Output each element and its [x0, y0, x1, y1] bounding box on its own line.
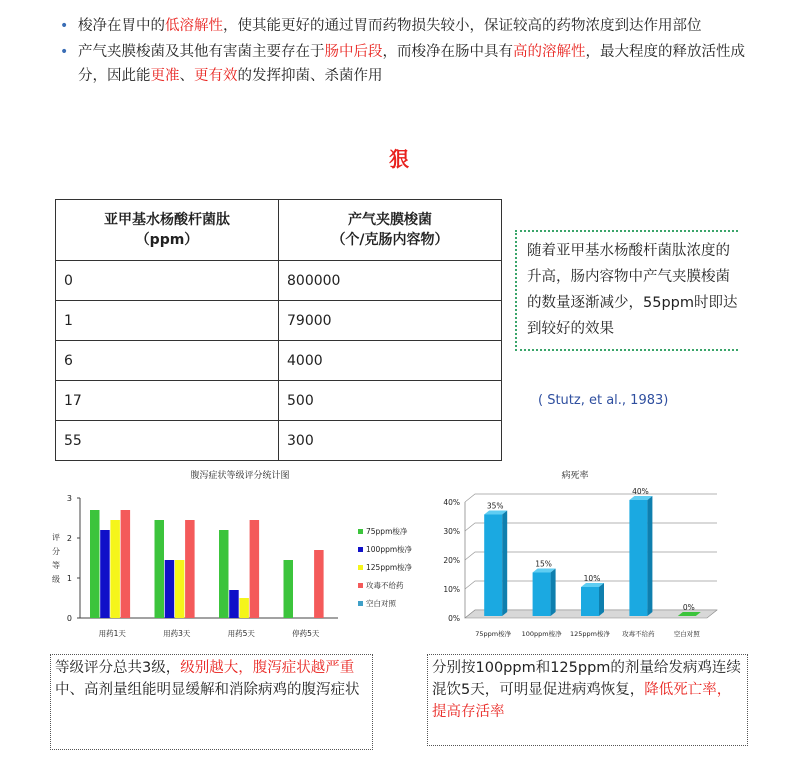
bar — [533, 573, 551, 617]
x-tick-label: 攻毒不给药 — [622, 630, 655, 638]
y-axis-label: 评 — [52, 533, 60, 542]
highlight-text: 更有效 — [194, 68, 238, 84]
table-row — [56, 381, 502, 421]
table-cell: 800000 — [279, 261, 502, 301]
citation: ( Stutz, et al., 1983) — [538, 393, 669, 408]
x-tick-label: 75ppm梭净 — [475, 630, 512, 638]
table-cell: 300 — [279, 421, 502, 461]
bar — [314, 550, 324, 618]
y-axis-label: 等 — [52, 561, 60, 570]
bar — [229, 590, 239, 618]
body-text: ，使其能更好的通过胃而药物损失较小，保证较高的药物浓度到达作用部位 — [223, 18, 702, 34]
legend-label: 125ppm梭净 — [366, 563, 413, 572]
highlight-text: 高的溶解性 — [513, 44, 586, 60]
data-label: 0% — [682, 603, 695, 612]
data-label: 15% — [535, 559, 552, 569]
y-tick-label: 2 — [66, 534, 72, 543]
legend-label: 攻毒不给药 — [366, 581, 404, 590]
bar — [175, 560, 185, 618]
bullet-item — [60, 40, 750, 88]
table-cell: 55 — [56, 421, 279, 461]
bar — [90, 510, 100, 618]
chart-title: 病死率 — [561, 471, 589, 481]
legend-label: 75ppm梭净 — [366, 527, 408, 536]
bar-side — [502, 511, 507, 617]
right-summary-box — [427, 654, 748, 746]
legend-swatch — [358, 547, 363, 552]
y-tick-label: 1 — [66, 574, 72, 583]
legend-label: 100ppm梭净 — [366, 545, 413, 554]
body-text: 等级评分总共3级， — [55, 660, 181, 676]
legend-swatch — [358, 529, 363, 534]
left-summary-box — [50, 654, 373, 750]
bar — [629, 500, 647, 616]
y-tick-label: 0 — [66, 614, 72, 623]
x-tick-label: 125ppm梭净 — [570, 630, 610, 638]
bar-side — [599, 583, 604, 616]
bullet-marker: • — [60, 18, 69, 34]
note-text: 随着亚甲基水杨酸杆菌肽浓度的升高，肠内容物中产气夹膜梭菌的数量逐渐减少，55ppm时即达到较好的效果 — [527, 243, 738, 337]
table-row — [56, 301, 502, 341]
x-tick-label: 用药1天 — [98, 629, 126, 638]
chart-title: 腹泻症状等级评分统计图 — [190, 471, 290, 481]
body-text: 、 — [179, 68, 194, 84]
bar — [284, 560, 294, 618]
legend-label: 空白对照 — [366, 599, 396, 608]
left-summary-line2: 中、高剂量组能明显缓解和消除病鸡的腹泻症状 — [55, 682, 360, 698]
table-cell: 4000 — [279, 341, 502, 381]
data-label: 40% — [632, 487, 649, 496]
table-cell: 79000 — [279, 301, 502, 341]
bullet-marker: • — [60, 44, 69, 60]
x-tick-label: 用药3天 — [163, 629, 191, 638]
table-cell: 6 — [56, 341, 279, 381]
data-label: 35% — [486, 501, 504, 511]
bullet-list — [60, 14, 750, 90]
body-text: 产气夹膜梭菌及其他有害菌主要存在于 — [78, 44, 325, 60]
y-tick-label: 10% — [443, 585, 460, 594]
body-text: 的发挥抑菌、杀菌作用 — [237, 68, 383, 84]
legend-swatch — [358, 565, 363, 570]
bar-side — [551, 569, 556, 617]
bar — [121, 510, 131, 618]
bar — [484, 515, 502, 617]
highlight-text: 降低死亡率，提高存活率 — [432, 682, 732, 720]
bar — [100, 530, 110, 618]
legend-swatch — [358, 583, 363, 588]
body-text: 分别按100ppm和125ppm的剂量给发病鸡连续混饮5天，可明显促进病鸡恢复， — [432, 660, 741, 698]
body-text: ，最大程度的释放活性成分，因此能 — [78, 44, 745, 84]
table-cell: 500 — [279, 381, 502, 421]
x-tick-label: 停药5天 — [292, 629, 320, 638]
body-text: 梭净在胃中的 — [78, 18, 165, 34]
x-tick-label: 空白对照 — [673, 630, 700, 638]
bar — [239, 598, 249, 618]
y-tick-label: 3 — [66, 494, 72, 503]
section-heading: 狠 — [389, 147, 409, 171]
highlight-text: 更准 — [150, 68, 180, 84]
y-axis-label: 级 — [52, 575, 60, 584]
diarrhea-score-chart — [50, 462, 420, 652]
bar — [185, 520, 195, 618]
bar — [581, 587, 599, 616]
table-header-row — [56, 200, 502, 261]
mortality-chart — [425, 462, 740, 652]
table-cell: 0 — [56, 261, 279, 301]
y-tick-label: 30% — [443, 527, 460, 536]
table-header-cell: 产气夹膜梭菌 （个/克肠内容物） — [279, 200, 502, 261]
table-row — [56, 421, 502, 461]
table-cell: 1 — [56, 301, 279, 341]
bullet-item — [60, 14, 750, 38]
bar-side — [647, 496, 652, 616]
y-tick-label: 0% — [448, 614, 460, 623]
highlight-text: 低溶解性 — [165, 18, 223, 34]
y-axis-label: 分 — [52, 547, 60, 556]
bar — [155, 520, 165, 618]
x-tick-label: 100ppm梭净 — [521, 630, 562, 638]
bar — [250, 520, 260, 618]
body-text: ，而梭净在肠中具有 — [382, 44, 513, 60]
table-row — [56, 261, 502, 301]
data-table — [55, 199, 502, 461]
bar — [219, 530, 229, 618]
highlight-text: 级别越大，腹泻症状越严重 — [180, 660, 355, 676]
table-row — [56, 341, 502, 381]
y-tick-label: 40% — [443, 498, 460, 507]
table-cell: 17 — [56, 381, 279, 421]
bar — [110, 520, 120, 618]
highlight-text: 肠中后段 — [324, 44, 383, 60]
bar — [165, 560, 175, 618]
x-tick-label: 用药5天 — [227, 629, 255, 638]
y-tick-label: 20% — [443, 556, 460, 565]
note-box — [515, 230, 738, 351]
table-header-cell: 亚甲基水杨酸杆菌肽 （ppm） — [56, 200, 279, 261]
data-label: 10% — [583, 574, 601, 583]
legend-swatch — [358, 601, 363, 606]
